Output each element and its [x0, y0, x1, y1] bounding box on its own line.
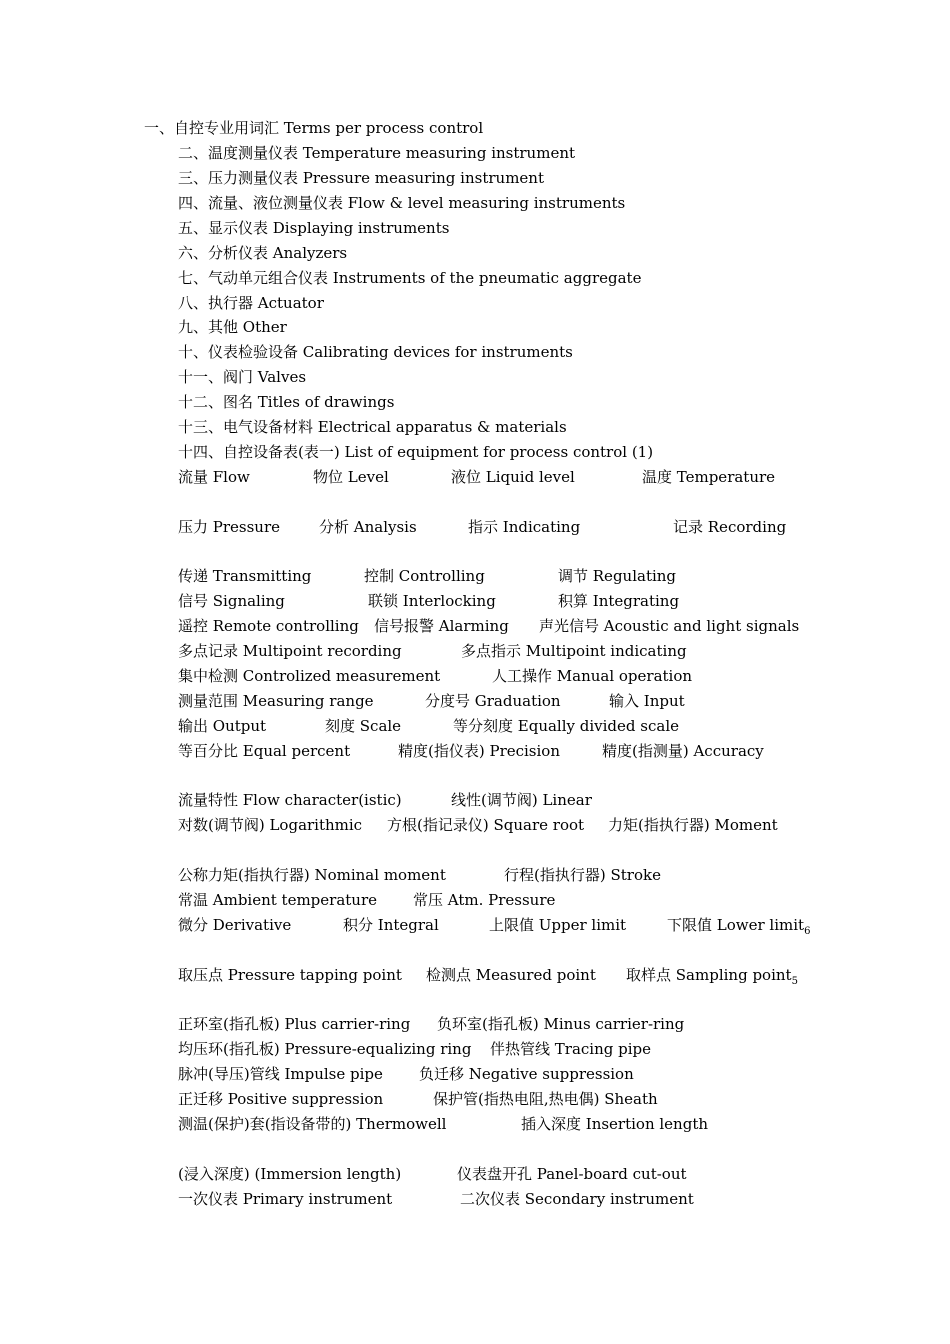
toc-item-10: 十、仪表检验设备 Calibrating devices for instruments	[178, 343, 573, 361]
term: 刻度 Scale	[325, 717, 402, 735]
term: 正迁移 Positive suppression	[178, 1090, 384, 1108]
term: 声光信号 Acoustic and light signals	[539, 617, 800, 635]
term: 记录 Recording	[673, 518, 787, 536]
toc-item-8: 八、执行器 Actuator	[178, 294, 324, 312]
terms-row	[0, 964, 950, 986]
term: 遥控 Remote controlling	[178, 617, 359, 635]
term: 流量 Flow	[178, 468, 250, 486]
term: 信号报警 Alarming	[374, 617, 509, 635]
toc-item-4: 四、流量、液位测量仪表 Flow & level measuring instruments	[178, 194, 626, 212]
term: 积分 Integral	[343, 916, 439, 934]
term: 等百分比 Equal percent	[178, 742, 351, 760]
term: 温度 Temperature	[642, 468, 776, 486]
term: 检测点 Measured point	[426, 966, 596, 984]
terms-row	[0, 690, 950, 712]
toc-item-2: 二、温度测量仪表 Temperature measuring instrument	[178, 144, 576, 162]
term: 取压点 Pressure tapping point	[178, 966, 402, 984]
terms-row	[0, 1038, 950, 1060]
term: 输入 Input	[609, 692, 685, 710]
term: 指示 Indicating	[468, 518, 581, 536]
toc-item-1: 一、自控专业用词汇 Terms per process control	[144, 119, 484, 137]
term: 多点指示 Multipoint indicating	[461, 642, 687, 660]
term: 保护管(指热电阻,热电偶) Sheath	[433, 1090, 658, 1108]
terms-row	[0, 715, 950, 737]
terms-row	[0, 1063, 950, 1085]
term: 插入深度 Insertion length	[521, 1115, 709, 1133]
term: 压力 Pressure	[178, 518, 281, 536]
terms-row	[0, 1013, 950, 1035]
term: 上限值 Upper limit	[489, 916, 627, 934]
page-number-subscript: 6	[804, 926, 811, 937]
term: 流量特性 Flow character(istic)	[178, 791, 402, 809]
term: 多点记录 Multipoint recording	[178, 642, 402, 660]
toc-item-9: 九、其他 Other	[178, 318, 287, 336]
toc-item-12: 十二、图名 Titles of drawings	[178, 393, 395, 411]
page-number-subscript: 5	[791, 976, 798, 987]
terms-row	[0, 565, 950, 587]
term: 等分刻度 Equally divided scale	[453, 717, 679, 735]
term	[626, 964, 798, 993]
terms-row	[0, 665, 950, 687]
term-text: 下限值 Lower limit	[667, 916, 805, 934]
toc-item-3: 三、压力测量仪表 Pressure measuring instrument	[178, 169, 544, 187]
term: 分度号 Graduation	[425, 692, 561, 710]
term: 正环室(指孔板) Plus carrier-ring	[178, 1015, 411, 1033]
terms-row	[0, 889, 950, 911]
term: 脉冲(导压)管线 Impulse pipe	[178, 1065, 383, 1083]
term: 信号 Signaling	[178, 592, 285, 610]
term: 分析 Analysis	[319, 518, 417, 536]
term: 方根(指记录仪) Square root	[387, 816, 585, 834]
term: 负环室(指孔板) Minus carrier-ring	[437, 1015, 685, 1033]
term: 一次仪表 Primary instrument	[178, 1190, 393, 1208]
toc-item-13: 十三、电气设备材料 Electrical apparatus & materials	[178, 418, 567, 436]
terms-row	[0, 516, 950, 538]
term: 物位 Level	[313, 468, 389, 486]
term: 二次仪表 Secondary instrument	[460, 1190, 694, 1208]
term: 均压环(指孔板) Pressure-equalizing ring	[178, 1040, 472, 1058]
toc-item-6: 六、分析仪表 Analyzers	[178, 244, 348, 262]
term: 联锁 Interlocking	[368, 592, 496, 610]
term: 集中检测 Controlized measurement	[178, 667, 441, 685]
terms-row	[0, 814, 950, 836]
term: 力矩(指执行器) Moment	[608, 816, 778, 834]
term: 人工操作 Manual operation	[492, 667, 693, 685]
terms-row	[0, 640, 950, 662]
term: 传递 Transmitting	[178, 567, 312, 585]
terms-row	[0, 615, 950, 637]
terms-row	[0, 1163, 950, 1185]
term: 测量范围 Measuring range	[178, 692, 374, 710]
toc-item-14: 十四、自控设备表(表一) List of equipment for process control (1)	[178, 443, 654, 461]
term: 精度(指仪表) Precision	[398, 742, 560, 760]
terms-row	[0, 1188, 950, 1210]
term: 液位 Liquid level	[451, 468, 575, 486]
terms-row	[0, 864, 950, 886]
term: 常压 Atm. Pressure	[413, 891, 556, 909]
term-text: 取样点 Sampling point	[626, 966, 792, 984]
term: 公称力矩(指执行器) Nominal moment	[178, 866, 446, 884]
terms-row	[0, 914, 950, 936]
toc-item-11: 十一、阀门 Valves	[178, 368, 307, 386]
terms-row	[0, 1113, 950, 1135]
term: 测温(保护)套(指设备带的) Thermowell	[178, 1115, 447, 1133]
term: 调节 Regulating	[558, 567, 677, 585]
term: 积算 Integrating	[558, 592, 680, 610]
term: 线性(调节阀) Linear	[451, 791, 592, 809]
term: (浸入深度) (Immersion length)	[178, 1165, 402, 1183]
term	[667, 914, 810, 943]
term: 精度(指测量) Accuracy	[602, 742, 764, 760]
term: 伴热管线 Tracing pipe	[490, 1040, 651, 1058]
term: 常温 Ambient temperature	[178, 891, 378, 909]
toc-item-7: 七、气动单元组合仪表 Instruments of the pneumatic aggregate	[178, 269, 642, 287]
term: 输出 Output	[178, 717, 267, 735]
term: 负迁移 Negative suppression	[419, 1065, 634, 1083]
terms-row	[0, 590, 950, 612]
terms-row	[0, 789, 950, 811]
term: 行程(指执行器) Stroke	[504, 866, 661, 884]
term: 仪表盘开孔 Panel-board cut-out	[457, 1165, 687, 1183]
terms-row	[0, 1088, 950, 1110]
term: 对数(调节阀) Logarithmic	[178, 816, 363, 834]
term: 控制 Controlling	[364, 567, 485, 585]
term: 微分 Derivative	[178, 916, 292, 934]
terms-row	[0, 466, 950, 488]
terms-row	[0, 740, 950, 762]
toc-item-5: 五、显示仪表 Displaying instruments	[178, 219, 450, 237]
